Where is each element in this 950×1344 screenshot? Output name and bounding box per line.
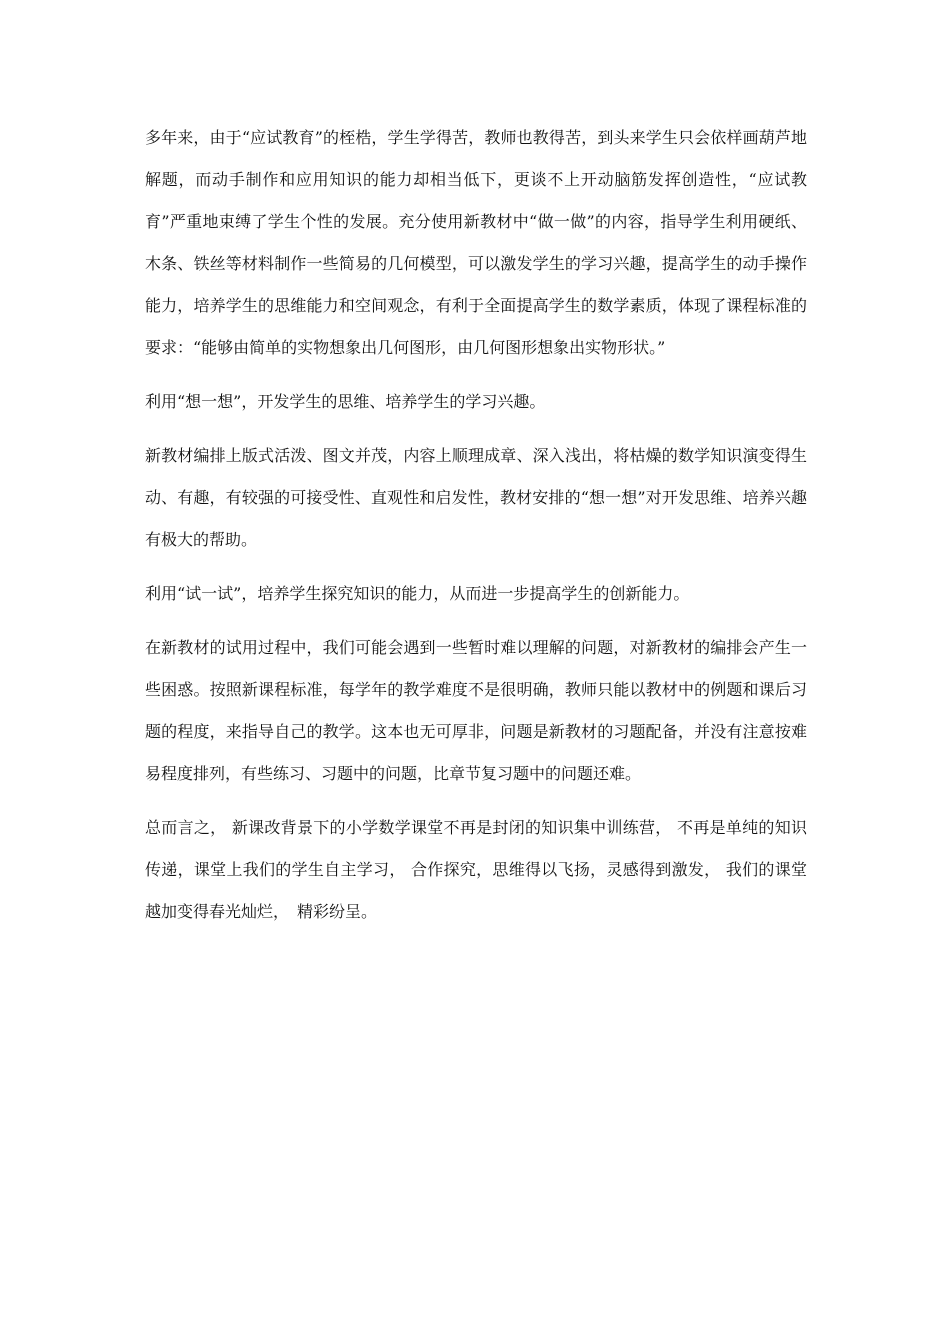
document-body bbox=[145, 117, 807, 933]
paragraph-1: 多年来，由于“应试教育”的桎梏，学生学得苦，教师也教得苦，到头来学生只会依样画葫芦地解题，而动手制作和应用知识的能力却相当低下，更谈不上开动脑筋发挥创造性，“应试教育”严重地束缚了学生个性的发展。充分使用新教材中“做一做”的内容，指导学生利用硬纸、木条、铁丝等材料制作一些简易的几何模型，可以激发学生的学习兴趣，提高学生的动手操作能力，培养学生的思维能力和空间观念，有利于全面提高学生的数学素质，体现了课程标准的要求：“能够由简单的实物想象出几何图形，由几何图形想象出实物形状。” bbox=[145, 128, 807, 357]
paragraph-6: 总而言之， 新课改背景下的小学数学课堂不再是封闭的知识集中训练营， 不再是单纯的知识传递，课堂上我们的学生自主学习， 合作探究，思维得以飞扬，灵感得到激发， 我们的课堂越加变得春光灿烂， 精彩纷呈。 bbox=[145, 818, 807, 921]
paragraph-4: 利用“试一试”，培养学生探究知识的能力，从而进一步提高学生的创新能力。 bbox=[145, 584, 690, 603]
paragraph-3: 新教材编排上版式活泼、图文并茂，内容上顺理成章、深入浅出，将枯燥的数学知识演变得生动、有趣，有较强的可接受性、直观性和启发性，教材安排的“想一想”对开发思维、培养兴趣有极大的帮助。 bbox=[145, 446, 807, 549]
paragraph-5: 在新教材的试用过程中，我们可能会遇到一些暂时难以理解的问题，对新教材的编排会产生一些困惑。按照新课程标准，每学年的教学难度不是很明确，教师只能以教材中的例题和课后习题的程度，来指导自己的教学。这本也无可厚非，问题是新教材的习题配备，并没有注意按难易程度排列，有些练习、习题中的问题，比章节复习题中的问题还难。 bbox=[145, 638, 807, 783]
paragraph-2: 利用“想一想”，开发学生的思维、培养学生的学习兴趣。 bbox=[145, 392, 546, 411]
